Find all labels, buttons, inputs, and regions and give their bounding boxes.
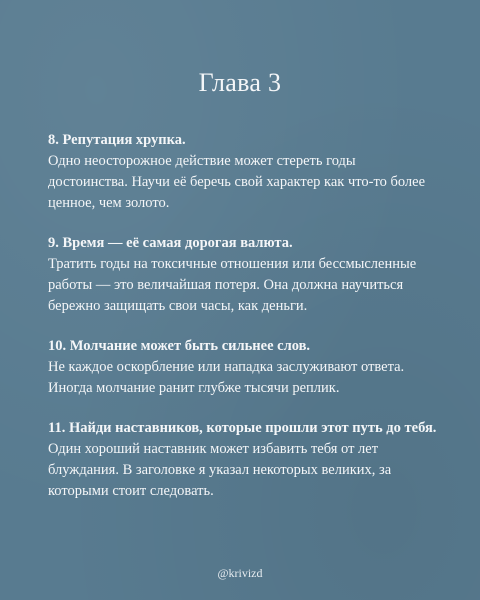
section-9 (48, 233, 438, 317)
section-11 (48, 418, 438, 502)
section-10 (48, 336, 438, 399)
section-heading: 8. Репутация хрупка. (48, 132, 186, 148)
section-heading: 11. Найди наставников, которые прошли этот путь до тебя. (48, 420, 437, 436)
chapter-title: Глава 3 (198, 68, 282, 97)
section-heading: 9. Время — её самая дорогая валюта. (48, 235, 293, 251)
section-body: Тратить годы на токсичные отношения или бессмысленные работы — это величайшая потеря. Она должна научиться бережно защищать свои часы, как деньги. (48, 256, 417, 314)
section-body: Одно неосторожное действие может стереть годы достоинства. Научи её беречь свой характер как что-то более ценное, чем золото. (48, 153, 426, 211)
author-handle: @krivizd (217, 566, 263, 580)
section-body: Не каждое оскорбление или нападка заслуживают ответа. Иногда молчание ранит глубже тысячи реплик. (48, 359, 405, 396)
section-8 (48, 130, 438, 214)
content (48, 130, 438, 521)
section-heading: 10. Молчание может быть сильнее слов. (48, 338, 311, 354)
section-body: Один хороший наставник может избавить тебя от лет блуждания. В заголовке я указал некоторых великих, за которыми стоит следовать. (48, 441, 392, 499)
